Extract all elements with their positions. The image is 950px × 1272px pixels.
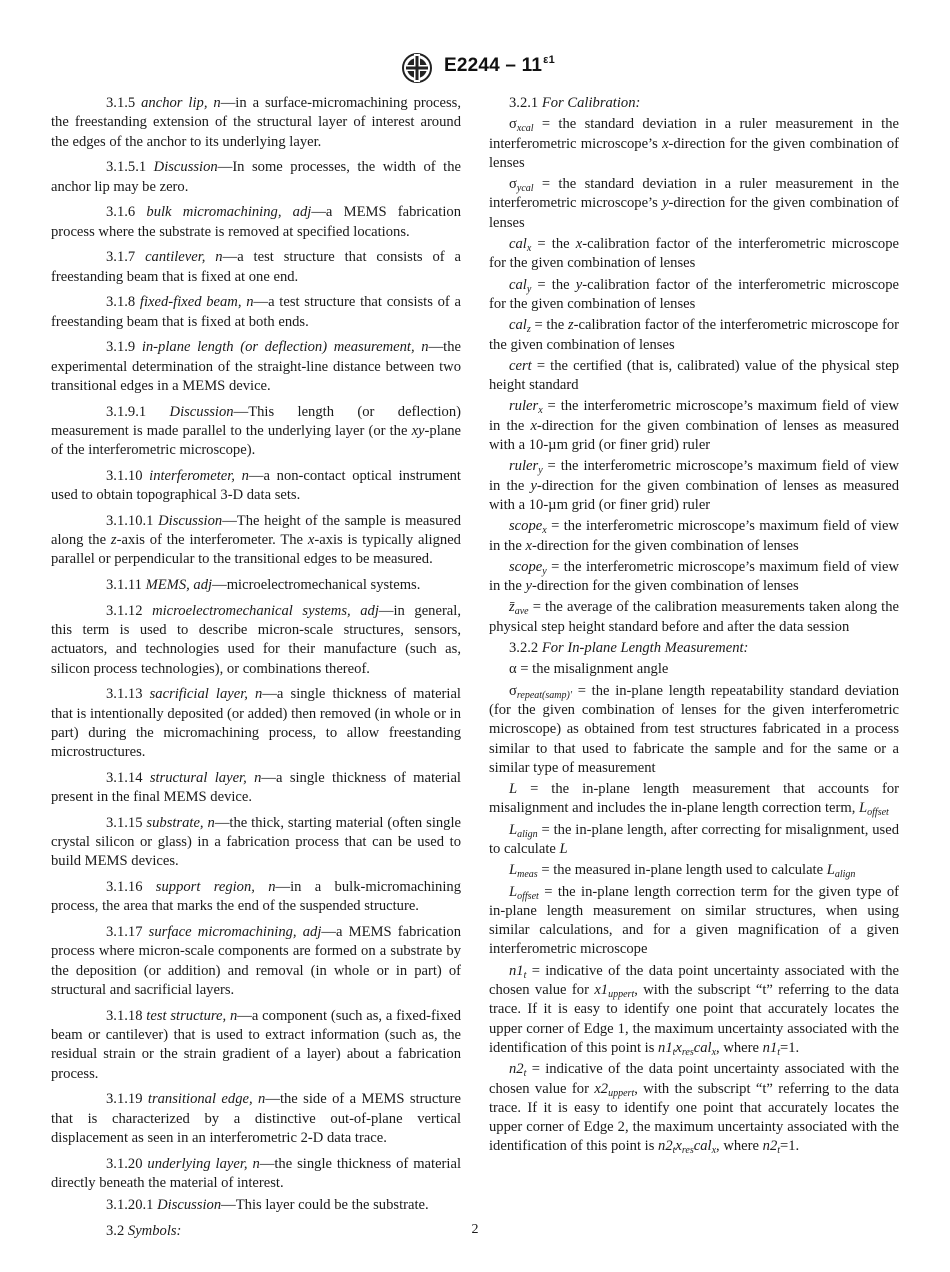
- symbol-scope-x: scope$_x$ = the interferometric microscope’s maximum field of view in the x-direction for the given combination of lenses: [489, 518, 899, 554]
- discussion-3-1-5-1: 3.1.5.1 Discussion—In some processes, the width of the anchor lip may be zero.: [51, 159, 461, 195]
- symbol-cert: cert = the certified (that is, calibrated) value of the physical step height standard: [489, 357, 899, 394]
- symbol-L-meas: $L_{meas}$ = the measured in-plane length used to calculate $L_{align}$: [509, 862, 856, 881]
- symbol-cal-y: cal$_y$ = the y-calibration factor of the interferometric microscope for the given combination of lenses: [489, 276, 900, 312]
- definition-3-1-6: 3.1.6 bulk micromachining, adj—a MEMS fabrication process where the substrate is removed at specified locations.: [51, 204, 461, 240]
- definition-3-1-18: 3.1.18 test structure, n—a component (such as, a fixed-fixed beam or cantilever) that is used to extract information (such as, the residual strain or the strain gradient of a layer) about a fabrication process.: [51, 1007, 461, 1082]
- symbol-cal-z: cal$_z$ = the z-calibration factor of the interferometric microscope for the given combination of lenses: [489, 317, 899, 353]
- right-column: [489, 94, 899, 1159]
- astm-logo: [400, 52, 434, 84]
- symbol-scope-y: scope$_y$ = the interferometric microscope’s maximum field of view in the y-direction for the given combination of lenses: [489, 558, 899, 595]
- definition-3-1-7: 3.1.7 cantilever, n—a test structure that consists of a freestanding beam that is fixed at one end.: [51, 249, 461, 285]
- discussion-3-1-9-1: 3.1.9.1 Discussion—This length (or deflection) measurement is made parallel to the underlying layer (or the xy-plane of the interferometric microscope).: [51, 403, 461, 459]
- definition-3-1-14: 3.1.14 structural layer, n—a single thickness of material present in the final MEMS device.: [51, 769, 461, 806]
- definition-3-1-12: 3.1.12 microelectromechanical systems, adj—in general, this term is used to describe micron-scale structures, sensors, actuators, and technologies used for their manufacture (such as, silicon process technologies), or combinations thereof.: [51, 602, 461, 677]
- symbol-sigma-ycal: $\sigma_{ycal}$ = the standard deviation in a ruler measurement in the interferometric microscope’s y-direction for the given combination of lenses: [489, 176, 899, 231]
- symbol-n2-t: $n2_t$ = indicative of the data point uncertainty associated with the chosen value for $x2_{uppert}$, with the subscript “t” referring to the data trace. If it is easy to identify one point that accurately locates the upper corner of Edge 2, the maximum uncertainty associated with the identification of this point is $n2_tx_{res}cal_x$, where $n2_t=1$.: [489, 1061, 899, 1157]
- section-3-2-heading: 3.2 Symbols:: [106, 1222, 182, 1239]
- discussion-3-1-20-1: 3.1.20.1 Discussion—This layer could be the substrate.: [106, 1197, 429, 1214]
- discussion-3-1-10-1: 3.1.10.1 Discussion—The height of the sample is measured along the z-axis of the interferometer. The x-axis is typically aligned parallel or perpendicular to the transitional edges to be measured.: [51, 512, 461, 568]
- section-3-2-2-heading: 3.2.2 For In-plane Length Measurement:: [509, 640, 749, 657]
- symbol-sigma-xcal: $\sigma_{xcal}$ = the standard deviation in a ruler measurement in the interferometric microscope’s x-direction for the given combination of lenses: [489, 116, 899, 171]
- edition-superscript: ε1: [543, 54, 555, 66]
- symbol-L-offset: $L_{offset}$ = the in-plane length correction term for the given type of in-plane length measurement on similar structures, when using similar calculations, and for a given magnification of a given interferometric microscope: [489, 883, 899, 958]
- symbol-ruler-x: ruler$_x$ = the interferometric microscope’s maximum field of view in the x-direction for the given combination of lenses as measured with a 10-µm grid (or finer grid) ruler: [489, 398, 899, 454]
- symbol-z-ave: $z̄_{ave}$ = the average of the calibration measurements taken along the physical step height standard before and after the data session: [489, 599, 899, 635]
- definition-3-1-16: 3.1.16 support region, n—in a bulk-micromachining process, the area that marks the end of the suspended structure.: [51, 879, 461, 915]
- page-header: [0, 52, 950, 84]
- section-3-2-1-heading: 3.2.1 For Calibration:: [509, 95, 641, 111]
- symbol-alpha: α = the misalignment angle: [509, 661, 669, 678]
- definition-3-1-5: 3.1.5 anchor lip, n—in a surface-micromachining process, the freestanding extension of the structural layer of interest around the edges of the anchor to its underlying layer.: [51, 95, 461, 150]
- page-number: 2: [471, 1222, 479, 1237]
- symbol-L-align: $L_{align}$ = the in-plane length, after correcting for misalignment, used to calculate L: [489, 821, 899, 857]
- document-designation: $E2244 - 11^{\varepsilon 1}$: [444, 54, 555, 76]
- symbol-ruler-y: ruler$_y$ = the interferometric microscope’s maximum field of view in the y-direction for the given combination of lenses as measured with a 10-µm grid (or finer grid) ruler: [489, 458, 899, 513]
- symbol-sigma-repeat: $\sigma_{repeat(samp)'}$ = the in-plane length repeatability standard deviation (for the given combination of lenses for the given interferometric microscope) as obtained from test structures fabricated in a process similar to that used to fabricate the sample and for the same or a similar type of measurement: [489, 682, 899, 776]
- definition-3-1-8: 3.1.8 fixed-fixed beam, n—a test structure that consists of a freestanding beam that is fixed at both ends.: [51, 294, 461, 330]
- definition-3-1-11: 3.1.11 MEMS, adj—microelectromechanical systems.: [106, 577, 421, 594]
- symbol-L: L = the in-plane length measurement that accounts for misalignment and includes the in-plane length correction term, $L_{offset}$: [489, 781, 899, 819]
- left-column: [51, 94, 461, 1248]
- definition-3-1-15: 3.1.15 substrate, n—the thick, starting material (often single crystal silicon or glass) in a fabrication process that can be used to build MEMS devices.: [51, 814, 461, 870]
- definition-3-1-20: 3.1.20 underlying layer, n—the single thickness of material directly beneath the material of interest.: [51, 1155, 461, 1191]
- symbol-cal-x: cal$_x$ = the x-calibration factor of the interferometric microscope for the given combination of lenses: [489, 236, 900, 272]
- symbol-n1-t: $n1_t$ = indicative of the data point uncertainty associated with the chosen value for $x1_{uppert}$, with the subscript “t” referring to the data trace. If it is easy to identify one point that accurately locates the upper corner of Edge 1, the maximum uncertainty associated with the identification of this point is $n1_tx_{res}cal_x$, where $n1_t=1$.: [489, 962, 899, 1058]
- definition-3-1-13: 3.1.13 sacrificial layer, n—a single thickness of material that is intentionally deposited (or added) then removed (in whole or in part) during the micromachining process, to allow freestanding microstructures.: [51, 686, 461, 761]
- definition-3-1-9: 3.1.9 in-plane length (or deflection) measurement, n—the experimental determination of the straight-line distance between two transitional edges in a MEMS device.: [51, 339, 461, 394]
- definition-3-1-17: 3.1.17 surface micromachining, adj—a MEMS fabrication process where micron-scale components are formed on a substrate by the deposition (or addition) and removal (in whole or in part) of structural and sacrificial layers.: [51, 924, 462, 999]
- definition-3-1-10: 3.1.10 interferometer, n—a non-contact optical instrument used to obtain topographical 3-D data sets.: [51, 467, 461, 504]
- definition-3-1-19: 3.1.19 transitional edge, n—the side of a MEMS structure that is characterized by a distinctive out-of-plane vertical displacement as seen in an interferometric 2-D data trace.: [51, 1091, 461, 1146]
